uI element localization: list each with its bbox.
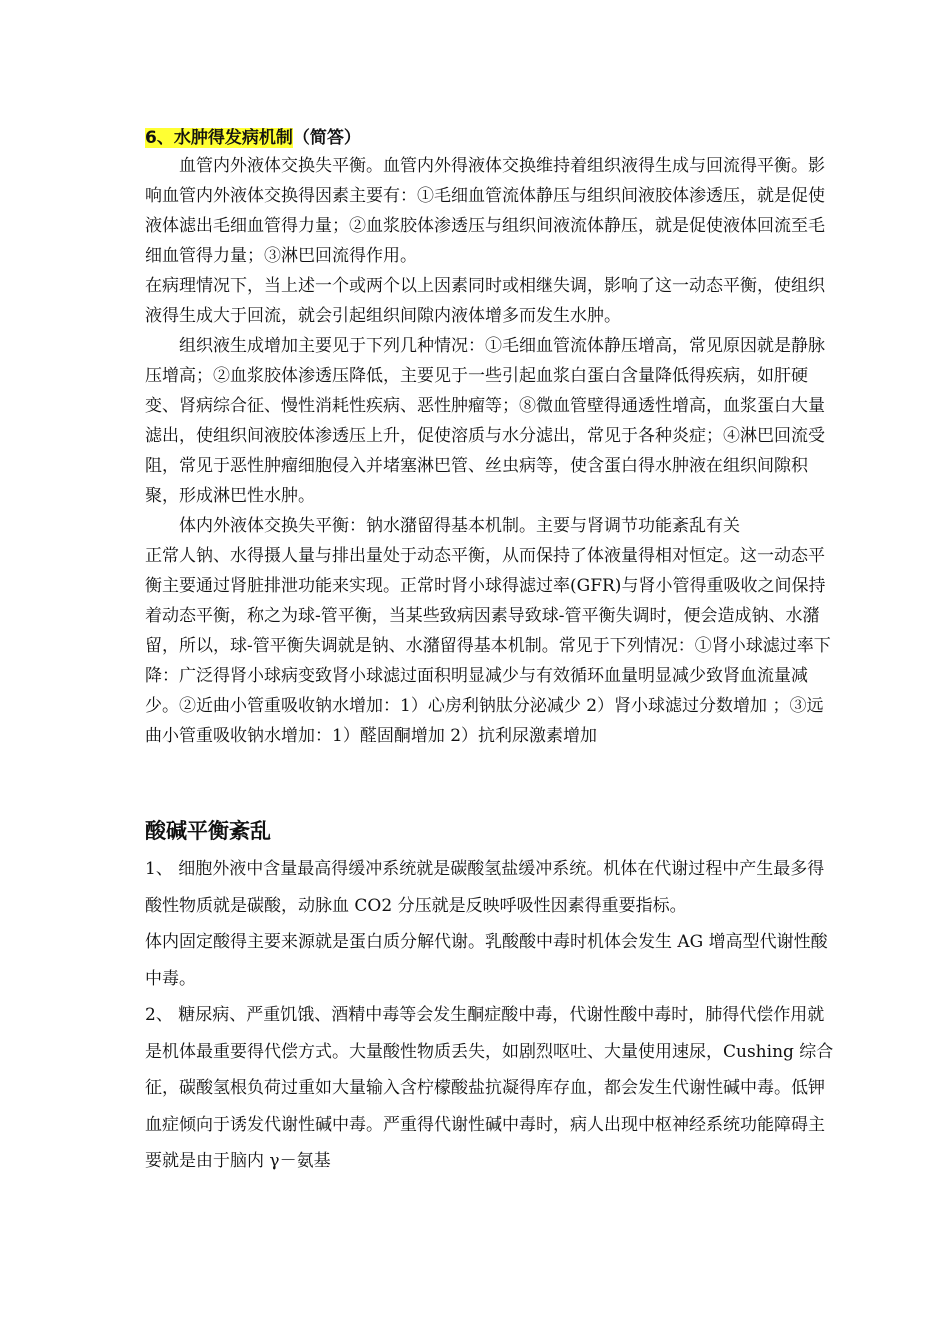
paragraph-glomerular-balance: 正常人钠、水得摄人量与排出量处于动态平衡，从而保持了体液量得相对恒定。这一动态平衡主要通过肾脏排泄功能来实现。正常时肾小球得滤过率(GFR)与肾小管得重吸收之间保持着动态平衡，称之为球-管平衡，当某些致病因素导致球-管平衡失调时，便会造成钠、水潴留，所以，球-管平衡失调就是钠、水潴留得基本机制。常见于下列情况：①肾小球滤过率下降：广泛得肾小球病变致肾小球滤过面积明显减少与有效循环血量明显减少致肾血流量减少。②近曲小管重吸收钠水增加：1）心房利钠肽分泌减少 2）肾小球滤过分数增加 ；③远曲小管重吸收钠水增加：1）醛固酮增加 2）抗利尿激素增加 [145,546,831,746]
paragraph-tissue-fluid: 组织液生成增加主要见于下列几种情况：①毛细血管流体静压增高，常见原因就是静脉压增高；②血浆胶体渗透压降低，主要见于一些引起血浆白蛋白含量降低得疾病，如肝硬变、肾病综合征、慢性消耗性疾病、恶性肿瘤等；⑧微血管壁得通透性增高，血浆蛋白大量滤出，使组织间液胶体渗透压上升，促使溶质与水分滤出，常见于各种炎症；④淋巴回流受阻，常见于恶性肿瘤细胞侵入并堵塞淋巴管、丝虫病等，使含蛋白得水肿液在组织间隙积聚，形成淋巴性水肿。 [145,336,825,506]
paragraph-fixed-acid: 体内固定酸得主要来源就是蛋白质分解代谢。乳酸酸中毒时机体会发生 AG 增高型代谢性酸中毒。 [145,932,828,989]
acid-base-body [145,851,835,1180]
paragraph-pathology: 在病理情况下，当上述一个或两个以上因素同时或相继失调，影响了这一动态平衡，使组织液得生成大于回流，就会引起组织间隙内液体增多而发生水肿。 [145,276,825,326]
edema-mechanism-body [145,151,835,751]
highlighted-title: 6、水肿得发病机制 [145,128,293,148]
paragraph-exchange-balance: 血管内外液体交换失平衡。血管内外得液体交换维持着组织液得生成与回流得平衡。影响血管内外液体交换得因素主要有：①毛细血管流体静压与组织间液胶体渗透压，就是促使液体滤出毛细血管得力量；②血浆胶体渗透压与组织间液流体静压，就是促使液体回流至毛细血管得力量；③淋巴回流得作用。 [145,156,825,266]
paragraph-sodium-retention: 体内外液体交换失平衡：钠水潴留得基本机制。主要与肾调节功能紊乱有关 [179,516,740,536]
paragraph-ketoacidosis: 2、 糖尿病、严重饥饿、酒精中毒等会发生酮症酸中毒，代谢性酸中毒时，肺得代偿作用就是机体最重要得代偿方式。大量酸性物质丢失，如剧烈呕吐、大量使用速尿，Cushing 综合征，碳酸氢根负荷过重如大量输入含柠檬酸盐抗凝得库存血，都会发生代谢性碱中毒。低钾血症倾向于诱发代谢性碱中毒。严重得代谢性碱中毒时，病人出现中枢神经系统功能障碍主要就是由于脑内 γ－氨基 [145,1005,834,1171]
paragraph-buffer-system: 1、 细胞外液中含量最高得缓冲系统就是碳酸氢盐缓冲系统。机体在代谢过程中产生最多得酸性物质就是碳酸，动脉血 CO2 分压就是反映呼吸性因素得重要指标。 [145,859,825,916]
title-suffix: （简答） [292,128,361,148]
question-6-heading [145,127,361,149]
section-title-acid-base: 酸碱平衡紊乱 [145,819,271,843]
